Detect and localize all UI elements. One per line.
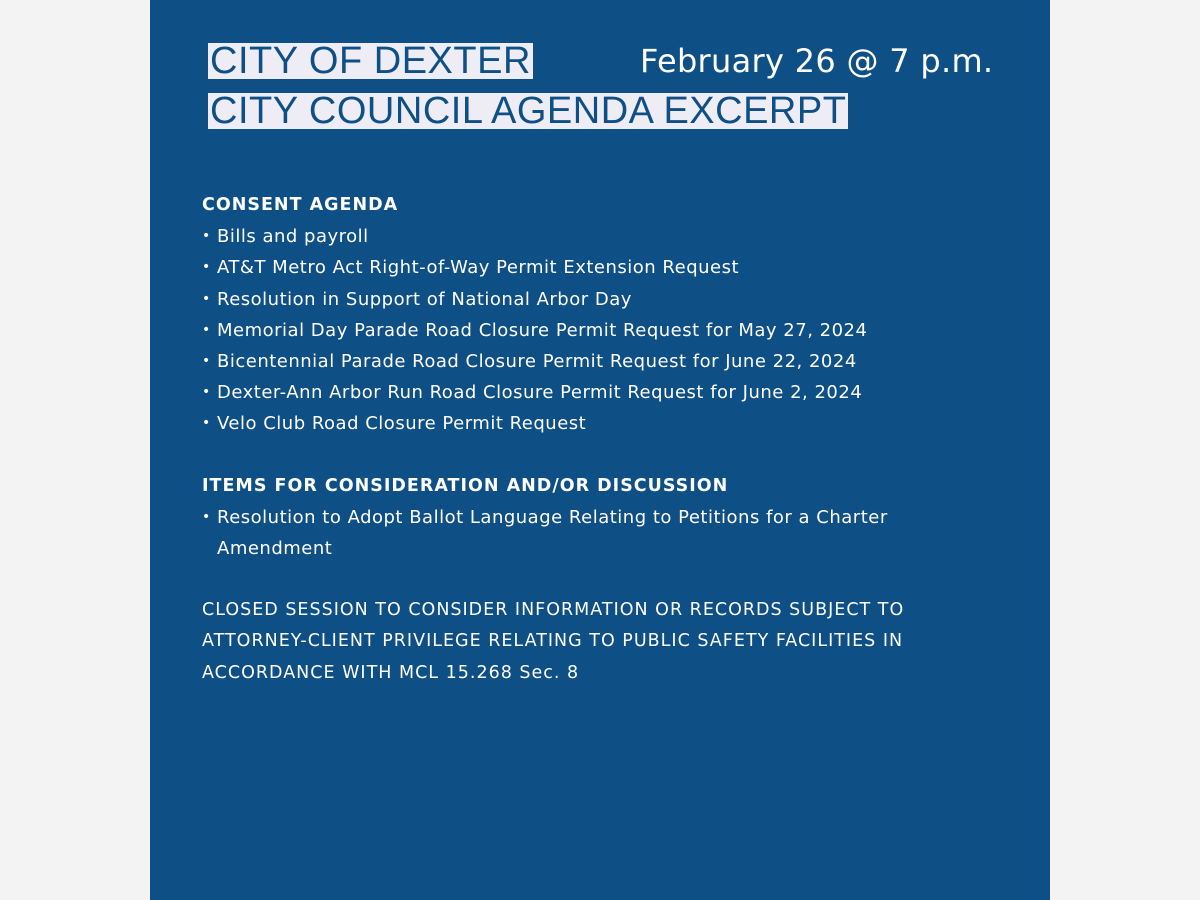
bullet-icon: • — [202, 321, 211, 338]
bullet-icon: • — [202, 228, 211, 245]
consent-agenda-heading: CONSENT AGENDA — [202, 195, 399, 215]
list-item — [202, 315, 992, 346]
closed-session-text: CLOSED SESSION TO CONSIDER INFORMATION OR RECORDS SUBJECT TO ATTORNEY-CLIENT PRIVILEGE RELATING TO PUBLIC SAFETY FACILITIES IN ACCORDANCE WITH MCL 15.268 Sec. 8 — [202, 600, 905, 683]
list-item-text: Bicentennial Parade Road Closure Permit Request for June 22, 2024 — [217, 351, 857, 373]
agenda-panel — [150, 0, 1050, 900]
consent-agenda-list — [202, 221, 992, 439]
bullet-icon: • — [202, 384, 211, 401]
agenda-content — [202, 190, 992, 689]
list-item — [202, 377, 992, 408]
consideration-heading: ITEMS FOR CONSIDERATION AND/OR DISCUSSION — [202, 475, 729, 496]
list-item — [202, 221, 992, 252]
list-item — [202, 346, 992, 377]
bullet-icon: • — [202, 259, 211, 276]
city-title: CITY OF DEXTER — [210, 40, 531, 82]
list-item — [202, 252, 992, 283]
list-item — [202, 502, 922, 564]
meeting-date: February 26 @ 7 p.m. — [640, 42, 994, 80]
list-item — [202, 284, 992, 315]
list-item — [202, 408, 992, 439]
consideration-list — [202, 502, 992, 564]
bullet-icon: • — [202, 290, 211, 307]
list-item-text: Memorial Day Parade Road Closure Permit Request for May 27, 2024 — [217, 319, 868, 341]
list-item-text: Velo Club Road Closure Permit Request — [217, 413, 587, 435]
list-item-text: Bills and payroll — [217, 226, 369, 248]
list-item-text: AT&T Metro Act Right-of-Way Permit Extension Request — [217, 257, 740, 279]
bullet-icon: • — [202, 508, 211, 525]
bullet-icon: • — [202, 415, 211, 432]
bullet-icon: • — [202, 353, 211, 370]
list-item-text: Resolution to Adopt Ballot Language Relating to Petitions for a Charter Amendment — [217, 506, 888, 560]
list-item-text: Dexter-Ann Arbor Run Road Closure Permit Request for June 2, 2024 — [217, 382, 863, 404]
agenda-title: CITY COUNCIL AGENDA EXCERPT — [210, 90, 847, 132]
list-item-text: Resolution in Support of National Arbor Day — [217, 288, 632, 310]
